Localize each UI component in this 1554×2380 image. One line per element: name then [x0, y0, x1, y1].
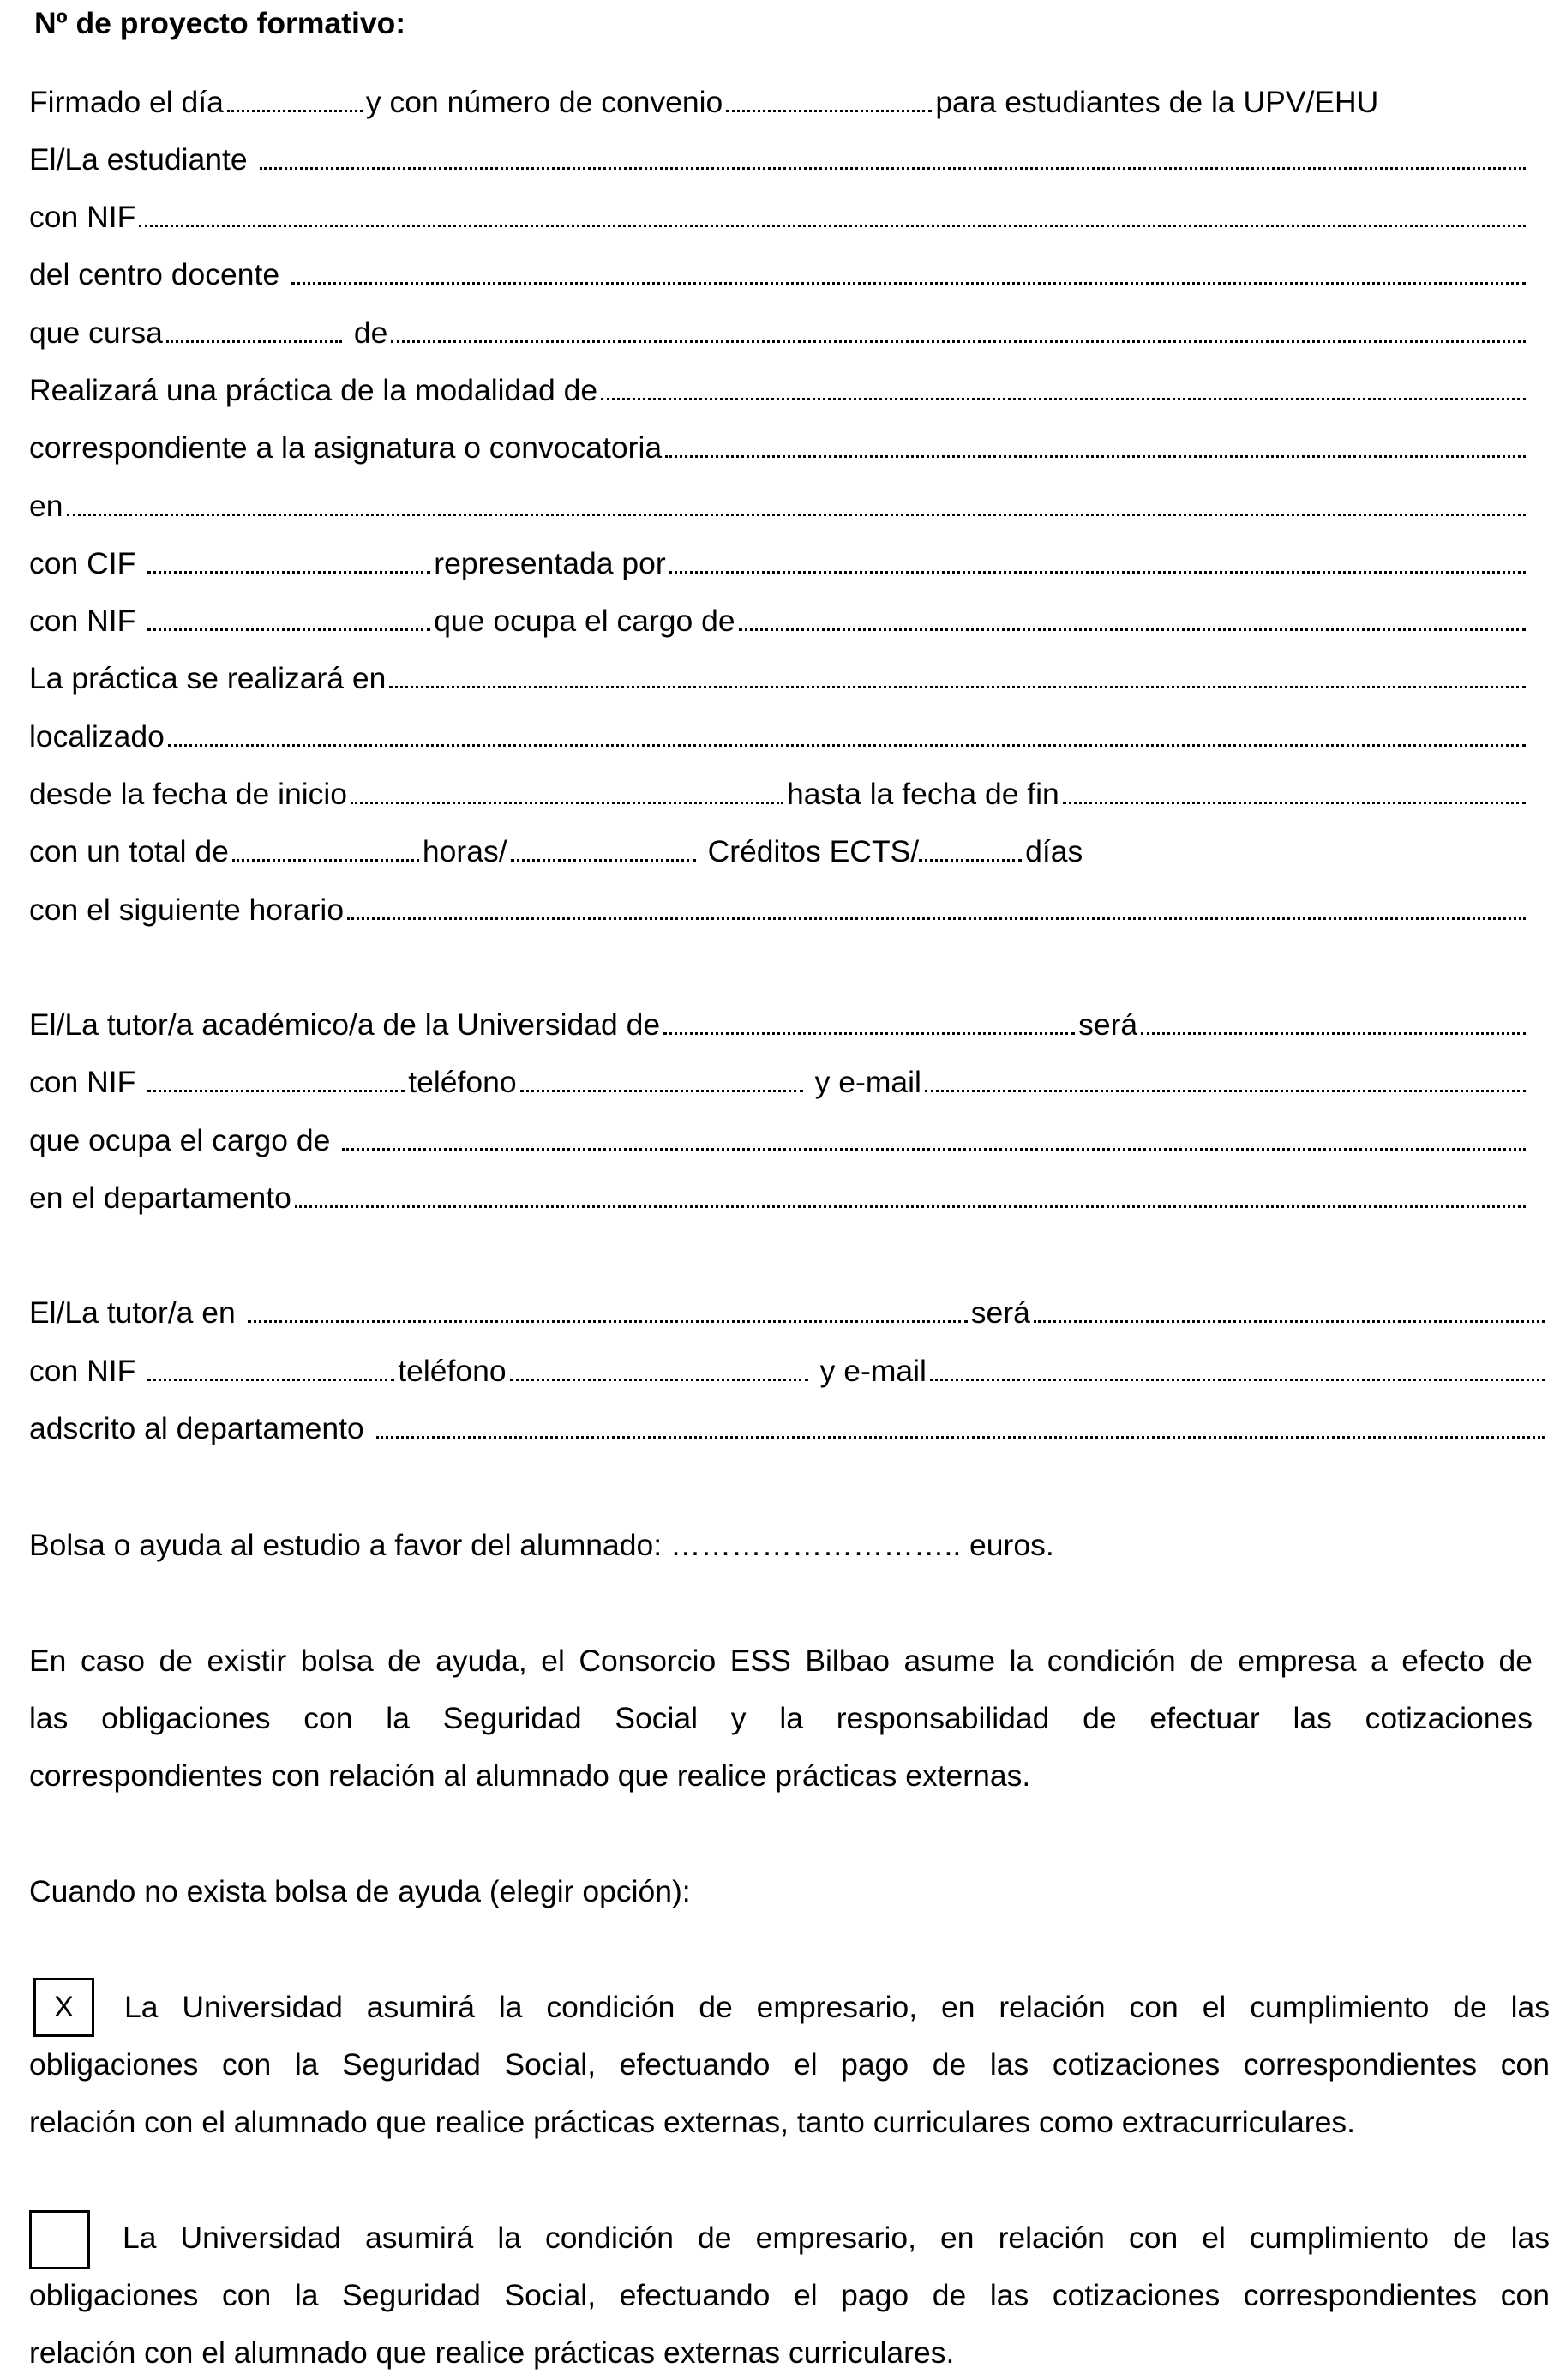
page-title: Nº de proyecto formativo: [34, 6, 406, 40]
course-row: que cursa de [29, 307, 1529, 358]
academic-tutor-contact-row: con NIF teléfono y e-mail [29, 1056, 1529, 1108]
option-2-line: obligaciones con la Seguridad Social, efectuando el pago de las cotizaciones correspondientes con [29, 2278, 1550, 2312]
company-tutor-department-row: adscrito al departamento [29, 1403, 1548, 1454]
representative-blank [669, 570, 1526, 574]
email-blank [930, 1378, 1545, 1381]
end-date-blank [1063, 801, 1526, 804]
university-blank [663, 1031, 1075, 1035]
department-blank [376, 1435, 1545, 1439]
no-grant-heading: Cuando no exista bolsa de ayuda (elegir opción): [29, 1874, 691, 1908]
days-blank [919, 858, 1022, 862]
grant-row: Bolsa o ayuda al estudio a favor del alumnado: ……………………….. euros. [29, 1528, 1054, 1562]
option-1-checkbox[interactable]: X [33, 1978, 94, 2037]
schedule-blank [347, 917, 1526, 920]
modality-row: Realizará una práctica de la modalidad de [29, 364, 1529, 416]
nif-blank [147, 1378, 394, 1381]
phone-blank [510, 1378, 808, 1381]
academic-tutor-position-row: que ocupa el cargo de [29, 1115, 1529, 1166]
student-blank [260, 166, 1526, 170]
location-blank [389, 685, 1526, 688]
location-row: La práctica se realizará en [29, 652, 1529, 704]
schedule-row: con el siguiente horario [29, 884, 1529, 935]
entity-row: en [29, 480, 1529, 532]
cif-blank [147, 570, 430, 574]
option-1-line: obligaciones con la Seguridad Social, efectuando el pago de las cotizaciones correspondientes con [29, 2047, 1550, 2082]
nif-blank [147, 1089, 405, 1092]
option-2-line: La Universidad asumirá la condición de empresario, en relación con el cumplimiento de las [123, 2221, 1550, 2255]
date-blank [227, 109, 363, 112]
position-blank [342, 1147, 1526, 1151]
consortium-paragraph-line: En caso de existir bolsa de ayuda, el Consorcio ESS Bilbao asume la condición de empresa a efecto de [29, 1644, 1533, 1678]
student-row: El/La estudiante [29, 134, 1529, 185]
option-2-line: relación con el alumnado que realice prácticas externas curriculares. [29, 2335, 955, 2370]
school-blank [291, 281, 1526, 285]
school-row: del centro docente [29, 249, 1529, 300]
address-blank [168, 743, 1526, 747]
tutor-name-blank [1141, 1031, 1526, 1035]
entity-blank [67, 513, 1527, 516]
subject-blank [665, 454, 1526, 458]
hours-blank [232, 858, 419, 862]
company-tutor-contact-row: con NIF teléfono y e-mail [29, 1345, 1548, 1397]
phone-blank [520, 1089, 803, 1092]
department-blank [295, 1205, 1526, 1208]
course-blank [166, 340, 342, 343]
signed-date-row: Firmado el día y con número de convenio para estudiantes de la UPV/EHU [29, 85, 1379, 119]
company-blank [248, 1319, 968, 1323]
consortium-paragraph-line: correspondientes con relación al alumnado que realice prácticas externas. [29, 1758, 1031, 1793]
option-1-line: La Universidad asumirá la condición de empresario, en relación con el cumplimiento de las [124, 1990, 1550, 2024]
modality-blank [601, 397, 1526, 400]
dates-row: desde la fecha de inicio hasta la fecha de fin [29, 768, 1529, 820]
student-nif-row: con NIF [29, 191, 1529, 243]
agreement-number-blank [726, 109, 932, 112]
degree-blank [391, 340, 1526, 343]
ects-blank [511, 858, 696, 862]
company-tutor-row: El/La tutor/a en será [29, 1287, 1548, 1338]
totals-row: con un total de horas/ Créditos ECTS/ días [29, 834, 1083, 868]
consortium-paragraph-line: las obligaciones con la Seguridad Social y la responsabilidad de efectuar las cotizaciones [29, 1701, 1533, 1735]
tutor-name-blank [1034, 1319, 1545, 1323]
academic-tutor-department-row: en el departamento [29, 1172, 1529, 1223]
representative-nif-row: con NIF que ocupa el cargo de [29, 595, 1529, 646]
start-date-blank [351, 801, 783, 804]
nif-blank [147, 628, 430, 631]
cif-row: con CIF representada por [29, 538, 1529, 589]
nif-blank [139, 224, 1526, 227]
option-1-line: relación con el alumnado que realice prácticas externas, tanto curriculares como extracurriculares. [29, 2105, 1355, 2139]
position-blank [739, 628, 1526, 631]
email-blank [925, 1089, 1526, 1092]
subject-row: correspondiente a la asignatura o convocatoria [29, 422, 1529, 473]
academic-tutor-row: El/La tutor/a académico/a de la Universidad de será [29, 999, 1529, 1050]
located-row: localizado [29, 711, 1529, 762]
option-2-checkbox[interactable] [29, 2210, 90, 2269]
